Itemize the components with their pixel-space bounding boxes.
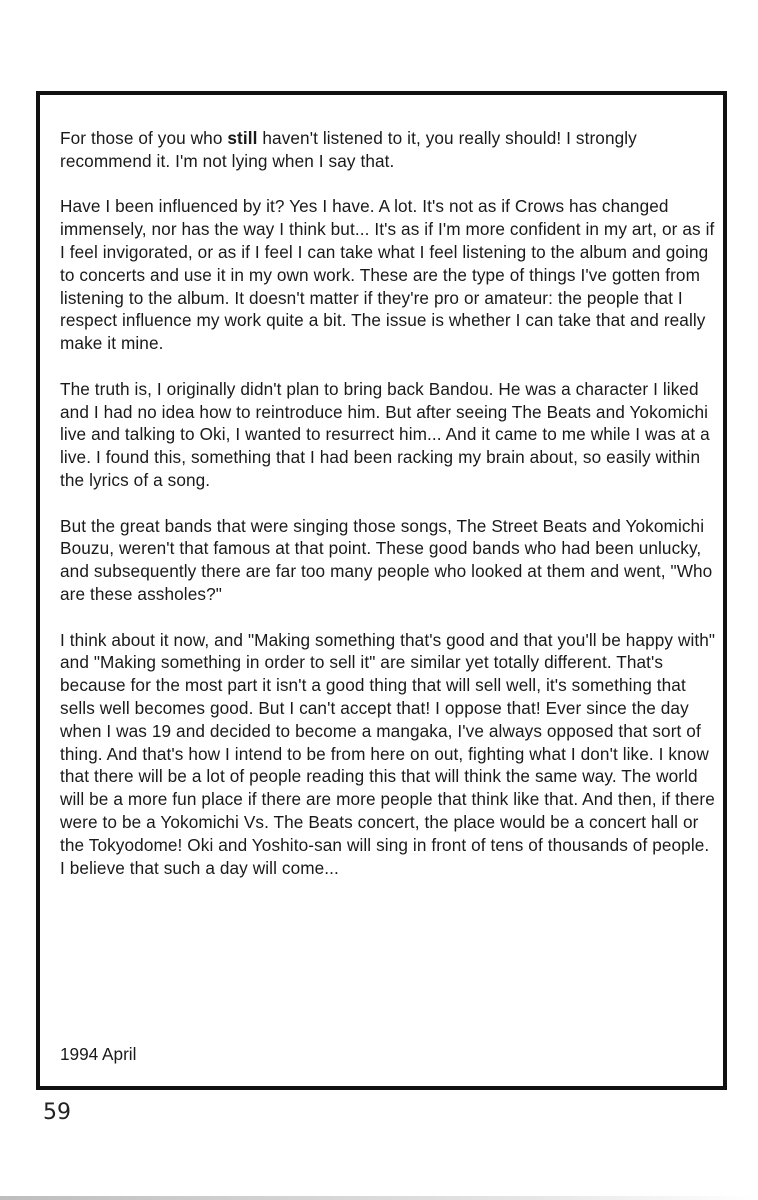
afterword-text xyxy=(60,127,716,879)
page-bottom-edge xyxy=(0,1196,758,1200)
paragraph-5: I think about it now, and "Making something that's good and that you'll be happy with" and "Making something in order to sell it" are similar yet totally different. That's because for the most part it isn't a good thing that will sell well, it's something that sells well becomes good. But I can't accept that! I oppose that! Ever since the day when I was 19 and decided to become a mangaka, I've always opposed that sort of thing. And that's how I intend to be from here on out, fighting what I don't like. I know that there will be a lot of people reading this that will think the same way. The world will be a more fun place if there are more people that think like that. And then, if there were to be a Yokomichi Vs. The Beats concert, the place would be a concert hall or the Tokyodome! Oki and Yoshito-san will sing in front of tens of thousands of people. I believe that such a day will come... xyxy=(60,629,716,878)
emphasis-still: still xyxy=(227,128,258,148)
paragraph-1-end: haven't listened to it, you really should! I strongly recommend it. I'm not lying when I say that. xyxy=(60,128,637,171)
paragraph-2: Have I been influenced by it? Yes I have. A lot. It's not as if Crows has changed immensely, nor has the way I think but... It's as if I'm more confident in my art, or as if I feel invigorated, or as if I feel I can take what I feel listening to the album and going to concerts and use it in my own work. These are the type of things I've gotten from listening to the album. It doesn't matter if they're pro or amateur: the people that I respect influence my work quite a bit. The issue is whether I can take that and really make it mine. xyxy=(60,196,715,354)
paragraph-3: The truth is, I originally didn't plan to bring back Bandou. He was a character I liked and I had no idea how to reintroduce him. But after seeing The Beats and Yokomichi live and talking to Oki, I wanted to resurrect him... And it came to me while I was at a live. I found this, something that I had been racking my brain about, so easily within the lyrics of a song. xyxy=(60,378,710,490)
date-signoff: 1994 April xyxy=(60,1044,137,1064)
page-number: 59 xyxy=(43,1100,71,1125)
paragraph-1 xyxy=(60,127,716,173)
paragraph-1-start: For those of you who xyxy=(60,128,228,148)
paragraph-4: But the great bands that were singing those songs, The Street Beats and Yokomichi Bouzu, weren't that famous at that point. These good bands who had been unlucky, and subsequently there are far too many people who looked at them and went, "Who are these assholes?" xyxy=(60,515,713,604)
text-box-frame xyxy=(36,91,727,1090)
